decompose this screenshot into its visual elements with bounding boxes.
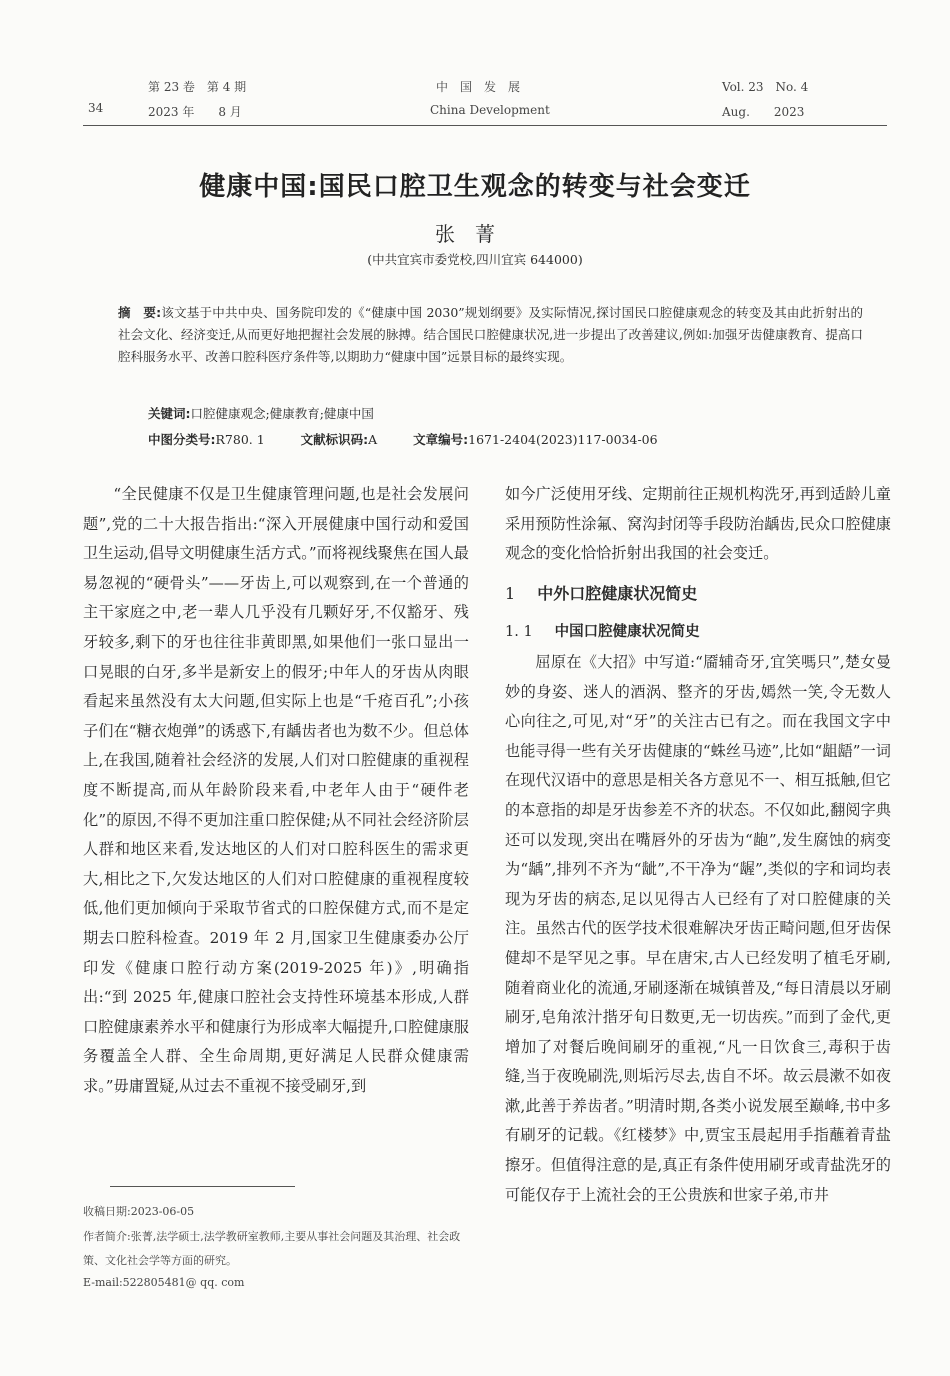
article-number-value: 1671-2404(2023)117-0034-06: [468, 432, 658, 447]
body-right-column: [505, 480, 891, 1210]
doc-code-label: 文献标识码:: [300, 432, 369, 447]
volume-issue-cn: 第 23 卷 第 4 期: [148, 80, 247, 94]
article-title: 健康中国:国民口腔卫生观念的转变与社会变迁: [199, 172, 751, 202]
subsection-title: 中国口腔健康状况简史: [554, 624, 700, 641]
date-cn: 2023 年 8 月: [148, 105, 242, 119]
section-number: 1: [505, 583, 516, 603]
page-number: 34: [88, 101, 104, 115]
author-name: 张菁: [435, 222, 515, 246]
article-number-label: 文章编号:: [413, 432, 469, 447]
doc-code-value: A: [368, 432, 378, 447]
section-heading-1: [505, 579, 891, 609]
abstract-label: 摘 要:: [118, 305, 162, 320]
journal-name-en: China Development: [430, 103, 550, 117]
journal-name-cn: 中 国 发 展: [436, 80, 521, 94]
abstract-text: 该文基于中共中央、国务院印发的《“健康中国 2030”规划纲要》及实际情况,探讨国民口腔健康观念的转变及其由此折射出的社会文化、经济变迁,从而更好地把握社会发展的脉搏。结合国民口腔健康状况,进一步提出了改善建议,例如:加强牙齿健康教育、提高口腔科服务水平、改善口腔科医疗条件等,以期助力“健康中国”远景目标的最终实现。: [118, 305, 864, 364]
header-rule: [83, 125, 887, 126]
clc-label: 中图分类号:: [148, 432, 216, 447]
body-paragraph: 屈原在《大招》中写道:“靥辅奇牙,宜笑嗎只”,楚女曼妙的身姿、迷人的酒涡、整齐的牙齿,嫣然一笑,令无数人心向往之,可见,对“牙”的关注古已有之。而在我国文字中也能寻得一些有关牙齿健康的“蛛丝马迹”,比如“龃龉”一词在现代汉语中的意思是相关各方意见不一、相互抵触,但它的本意指的却是牙齿参差不齐的状态。不仅如此,翻阅字典还可以发现,突出在嘴唇外的牙齿为“龅”,发生腐蚀的病变为“龋”,排列不齐为“龇”,不干净为“龌”,类似的字和词均表现为牙齿的病态,足以见得古人已经有了对口腔健康的关注。虽然古代的医学技术很难解决牙齿正畸问题,但牙齿保健却不是罕见之事。早在唐宋,古人已经发明了植毛牙刷,随着商业化的流通,牙刷逐渐在城镇普及,“每日清晨以牙刷刷牙,皂角浓汁揩牙旬日数更,无一切齿疾。”而到了金代,更增加了对餐后晚间刷牙的重视,“凡一日饮食三,毒积于齿缝,当于夜晚刷洗,则垢污尽去,齿自不坏。故云晨漱不如夜漱,此善于养齿者。”明清时期,各类小说发展至巅峰,书中多有刷牙的记载。《红楼梦》中,贾宝玉晨起用手指蘸着青盐擦牙。但值得注意的是,真正有条件使用刷牙或青盐洗牙的可能仅存于上流社会的王公贵族和世家子弟,市井: [505, 652, 891, 1204]
author-email: E-mail:522805481@ qq. com: [83, 1276, 245, 1289]
body-paragraph-continued: 如今广泛使用牙线、定期前往正规机构洗牙,再到适龄儿童采用预防性涂氟、窝沟封闭等手段防治龋齿,民众口腔健康观念的变化恰恰折射出我国的社会变迁。: [505, 485, 891, 563]
keywords-line: [148, 404, 374, 422]
author-bio: 作者简介:张菁,法学硕士,法学教研室教师,主要从事社会问题及其治理、社会政策、文化社会学等方面的研究。: [83, 1230, 461, 1267]
keywords-label: 关键词:: [148, 406, 191, 421]
body-paragraph: “全民健康不仅是卫生健康管理问题,也是社会发展问题”,党的二十大报告指出:“深入开展健康中国行动和爱国卫生运动,倡导文明健康生活方式。”而将视线聚焦在国人最易忽视的“硬骨头”——牙齿上,可以观察到,在一个普通的主干家庭之中,老一辈人几乎没有几颗好牙,不仅豁牙、残牙较多,剩下的牙也往往非黄即黑,如果他们一张口显出一口晃眼的白牙,多半是新安上的假牙;中年人的牙齿从肉眼看起来虽然没有太大问题,但实际上也是“千疮百孔”;小孩子们在“糖衣炮弹”的诱惑下,有龋齿者也为数不少。但总体上,在我国,随着社会经济的发展,人们对口腔健康的重视程度不断提高,而从年龄阶段来看,中老年人由于“硬件老化”的原因,不得不更加注重口腔保健;从不同社会经济阶层人群和地区来看,发达地区的人们对口腔科医生的需求更大,相比之下,欠发达地区的人们对口腔健康的重视程度较低,他们更加倾向于采取节省式的口腔保健方式,而不是定期去口腔科检查。2019 年 2 月,国家卫生健康委办公厅印发《健康口腔行动方案(2019-2025 年)》,明确指出:“到 2025 年,健康口腔社会支持性环境基本形成,人群口腔健康素养水平和健康行为形成率大幅提升,口腔健康服务覆盖全人群、全生命周期,更好满足人民群众健康需求。”毋庸置疑,从过去不重视不接受刷牙,到: [83, 485, 469, 1095]
footnote-rule: [110, 1186, 295, 1187]
subsection-heading-1-1: [505, 618, 891, 648]
received-date: 收稿日期:2023-06-05: [83, 1205, 195, 1218]
date-en: Aug. 2023: [722, 105, 805, 119]
section-title: 中外口腔健康状况简史: [537, 583, 698, 603]
body-left-column: [83, 480, 469, 1101]
abstract: [118, 302, 863, 368]
classification-line: [148, 430, 658, 448]
volume-issue-en: Vol. 23 No. 4: [722, 80, 809, 94]
clc-value: R780. 1: [215, 432, 265, 447]
author-affiliation: (中共宜宾市委党校,四川宜宾 644000): [367, 252, 583, 267]
keywords-text: 口腔健康观念;健康教育;健康中国: [190, 406, 374, 421]
subsection-number: 1. 1: [505, 624, 533, 641]
